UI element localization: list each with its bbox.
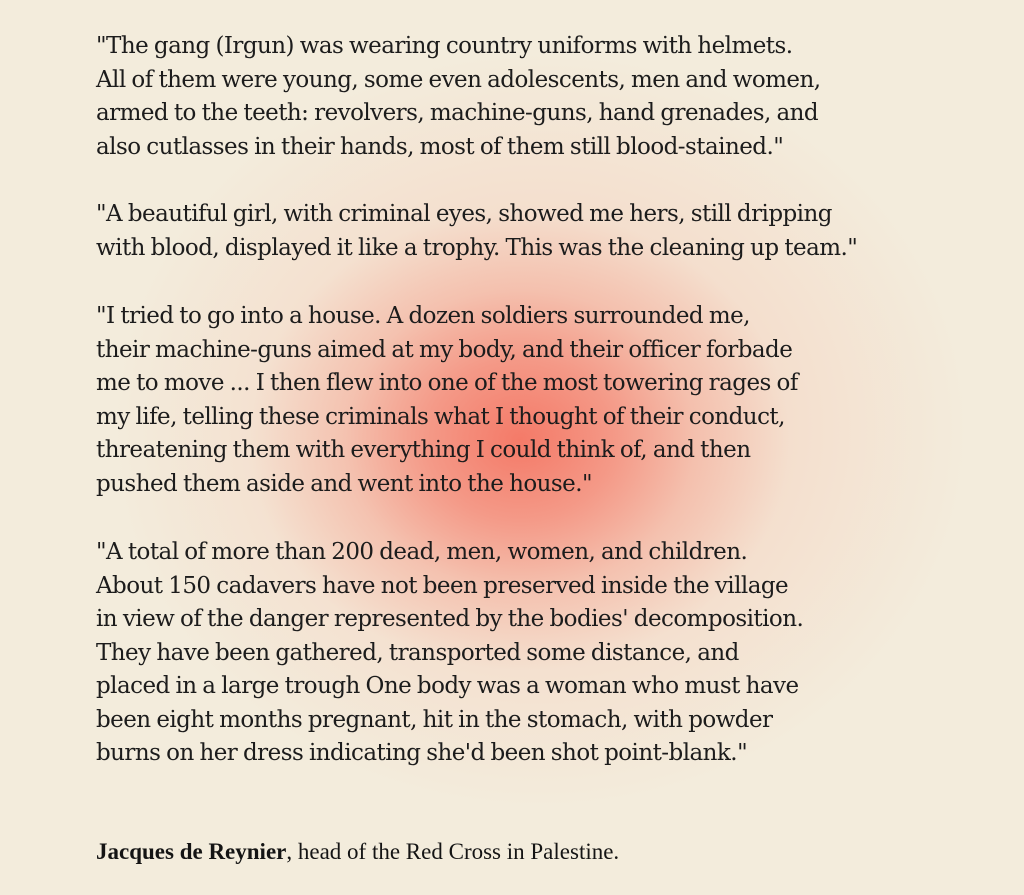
quote-line: also cutlasses in their hands, most of them still blood-stained." — [96, 133, 784, 160]
quote-line: threatening them with everything I could think of, and then — [96, 437, 751, 463]
quote-house-soldiers — [96, 300, 996, 501]
quote-line: armed to the teeth: revolvers, machine-guns, hand grenades, and — [96, 100, 819, 126]
attribution — [96, 839, 619, 865]
quote-line: been eight months pregnant, hit in the stomach, with powder — [96, 706, 773, 733]
quote-line: "A beautiful girl, with criminal eyes, showed me hers, still dripping — [96, 201, 832, 227]
quote-line: placed in a large trough One body was a woman who must have — [96, 673, 799, 699]
quote-line: in view of the danger represented by the bodies' decomposition. — [96, 606, 804, 632]
quote-line: me to move ... I then flew into one of the most towering rages of — [96, 370, 798, 396]
attribution-description: , head of the Red Cross in Palestine. — [286, 839, 620, 864]
quote-line: with blood, displayed it like a trophy. This was the cleaning up team." — [96, 234, 858, 261]
quote-line: their machine-guns aimed at my body, and their officer forbade — [96, 336, 793, 363]
quote-beautiful-girl — [96, 198, 996, 265]
quote-line: "A total of more than 200 dead, men, women, and children. — [96, 539, 748, 565]
quote-line: They have been gathered, transported some distance, and — [96, 639, 739, 666]
quote-irgun-uniforms — [96, 30, 996, 164]
quote-line: burns on her dress indicating she'd been shot point-blank." — [96, 740, 748, 766]
attribution-name: Jacques de Reynier — [96, 839, 287, 864]
quote-line: "I tried to go into a house. A dozen soldiers surrounded me, — [96, 303, 750, 329]
quote-line: All of them were young, some even adolescents, men and women, — [96, 66, 821, 93]
quote-line: "The gang (Irgun) was wearing country uniforms with helmets. — [96, 33, 793, 59]
quote-line: my life, telling these criminals what I thought of their conduct, — [96, 403, 785, 430]
quote-total-dead — [96, 536, 996, 771]
quote-line: pushed them aside and went into the house." — [96, 470, 593, 497]
quote-line: About 150 cadavers have not been preserved inside the village — [96, 572, 789, 599]
